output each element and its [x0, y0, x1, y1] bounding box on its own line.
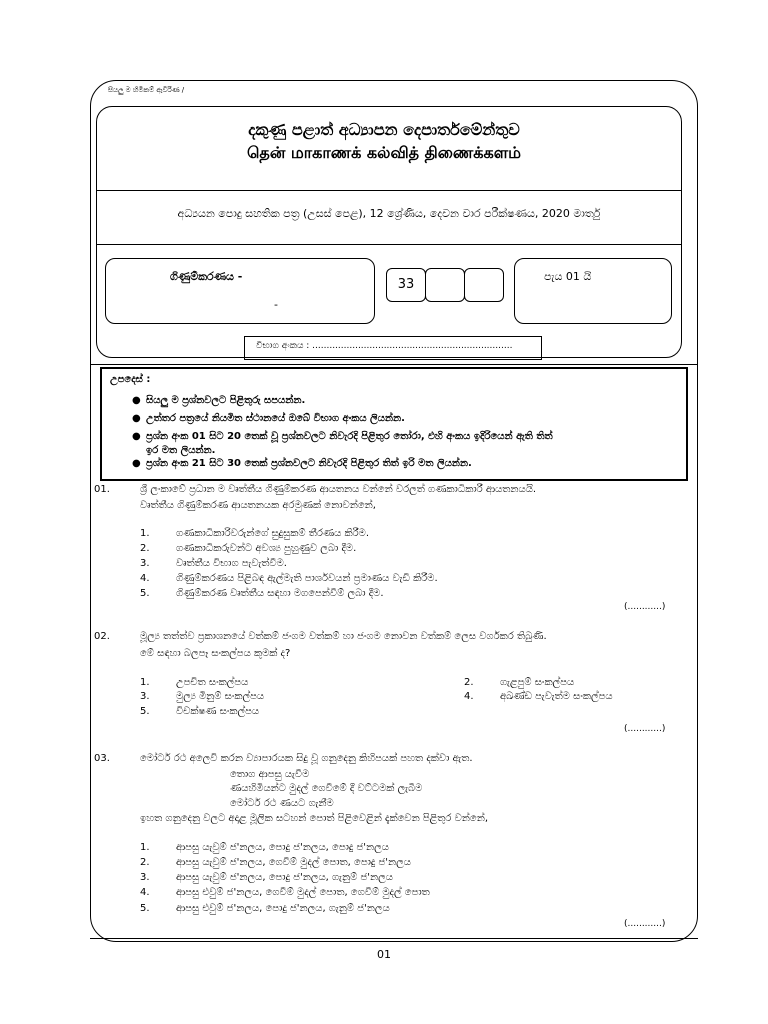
question-number: 03. [94, 753, 110, 764]
question-number: 01. [94, 484, 110, 495]
option-text: උපචිත සංකල්පය [176, 677, 249, 688]
duration-label: පැය 01 යි [544, 270, 592, 283]
option-number: 5. [140, 588, 150, 599]
answer-blank[interactable]: (............) [624, 724, 666, 734]
header-divider [96, 190, 682, 191]
option-number: 5. [140, 903, 150, 914]
divider-top [90, 364, 698, 365]
option-text: ආපසු එවුම් ජ'නලය, පොදු ජ'නලය, ගැනුම් ජ'නලය [176, 903, 390, 914]
instruction-item: ● ප්‍රශ්න අංක 01 සිට 20 තෙක් වූ ප්‍රශ්නවලට නිවැරදි පිළිතුර තෝරා, එහි අංකය ඉදිරියෙන් ඇති තිත් [132, 431, 553, 442]
option-text: වෘත්තීය විභාග පැවැත්වීම. [176, 558, 287, 569]
bullet-icon: ● [132, 413, 141, 424]
answer-blank[interactable]: (............) [624, 919, 666, 929]
subject-box [105, 258, 375, 324]
question-text: මෝටර් රථ අලෙවි කරන ව්‍යාපාරයක සිදු වූ ගනුදෙනු කිහිපයක් පහත දක්වා ඇත. [140, 753, 473, 764]
question-text: මූල්‍ය තත්ත්ව ප්‍රකාශනයේ වත්කම් ජංගම වත්කම් හා ජංගම නොවන වත්කම් ලෙස වර්ගකර තිබුණි. [140, 631, 547, 642]
header-divider-2 [96, 244, 682, 245]
instructions-title: උපදෙස් : [110, 374, 151, 385]
bullet-icon: ● [132, 431, 141, 442]
option-number: 1. [140, 677, 150, 688]
transaction-item: තොග ආපසු යැවීම [230, 769, 310, 780]
option-text: ආපසු යැවුම් ජ'නලය, පොදු ජ'නලය, ගැනුම් ජ'නලය [176, 872, 393, 883]
answer-blank[interactable]: (............) [624, 602, 666, 612]
instruction-item-continued: ඉර මත ලියන්න. [146, 445, 216, 456]
option-number: 2. [140, 543, 150, 554]
option-number: 4. [464, 691, 474, 702]
instruction-item: ● සියලු ම ප්‍රශ්නවලට පිළිතුරු සපයන්න. [132, 395, 306, 406]
question-text: මේ සඳහා බලපෑ සංකල්පය කුමක් ද? [140, 648, 291, 659]
question-text: වෘත්තීය ගිණුම්කරණ ආයතනයක අරමුණක් නොවන්නේ, [140, 500, 376, 511]
question-text: ඉහත ගනුදෙනු වලට අදාළ මූලික සටහන් පොත් පිළිවෙළින් දැක්වෙන පිළිතුර වන්නේ, [140, 813, 489, 824]
subject-code-box: 33 [386, 268, 426, 302]
transaction-item: ණයහිමියන්ට මුදල් ගෙවීමේ දී වට්ටමක් ලැබීම [230, 783, 423, 794]
option-number: 2. [464, 677, 474, 688]
instruction-item: ● ප්‍රශ්න අංක 21 සිට 30 තෙක් ප්‍රශ්නවලට නිවැරදි පිළිතුර තිත් ඉරි මත ලියන්න. [132, 458, 472, 469]
option-text: ගිණුම්කරණය පිළිබඳ ඇල්මැති පාර්ශවයන් ප්‍රමාණය වැඩි කිරීම. [176, 573, 438, 584]
option-number: 3. [140, 691, 150, 702]
subject-dash: - [274, 298, 278, 311]
department-sinhala: දකුණු පළාත් අධ්‍යාපන දෙපාර්තමේන්තුව [248, 120, 520, 139]
option-text: ගණකාධිකරුවන්ට අවශ්‍ය පුහුණුව ලබා දීම. [176, 543, 357, 554]
duration-box [514, 258, 672, 324]
transaction-item: මෝටර් රථ ණයට ගැනීම [230, 798, 334, 809]
bullet-icon: ● [132, 395, 141, 406]
option-number: 2. [140, 857, 150, 868]
code-box-empty-1 [425, 268, 465, 302]
option-text: ගැළපුම් සංකල්පය [500, 677, 575, 688]
divider-bottom [90, 938, 698, 939]
option-text: විචක්ෂණ සංකල්පය [176, 706, 260, 717]
index-number-label: විභාග අංකය : ...................................................................... [256, 341, 513, 351]
question-text: ශ්‍රී ලංකාවේ ප්‍රධාන ම වෘත්තීය ගිණුම්කරණ ආයතනය වන්නේ වරලත් ගණකාධිකාරී ආයතනයයි. [140, 484, 537, 495]
option-number: 1. [140, 528, 150, 539]
bullet-icon: ● [132, 458, 141, 469]
option-number: 3. [140, 558, 150, 569]
option-text: ආපසු එවුම් ජ'නලය, ගෙවීම් මුදල් පොත, ගෙවීම් මුදල් පොත [176, 887, 430, 898]
option-number: 5. [140, 706, 150, 717]
question-number: 02. [94, 631, 110, 642]
option-number: 3. [140, 872, 150, 883]
option-text: මුල්‍ය මිනුම් සංකල්පය [176, 691, 265, 702]
option-text: ආපසු යැවුම් ජ'නලය, ගෙවීම් මුදල් පොත, පොදු ජ'නලය [176, 857, 411, 868]
option-text: ආපසු යැවුම් ජ'නලය, පොදු ජ'නලය, පොදු ජ'නලය [176, 842, 389, 853]
instruction-item: ● උත්තර පත්‍රයේ නියමිත ස්ථානයේ ඔබේ විභාග අංකය ලියන්න. [132, 413, 405, 424]
copyright-note: සියලු ම හිමිකම් ඇවිරිණ / [108, 86, 185, 94]
exam-title: අධ්‍යයන පොදු සහතික පත්‍ර (උසස් පෙළ), 12 ශ්‍රේණිය, දෙවන වාර පරීක්ෂණය, 2020 මාර්තු [177, 207, 601, 220]
page-number: 01 [377, 948, 391, 961]
option-number: 4. [140, 573, 150, 584]
subject-label: ගිණුම්කරණය - [170, 270, 243, 283]
option-text: ගණකාධිකාරිවරුන්ගේ සුදුසුකම් තීරණය කිරීම. [176, 528, 370, 539]
option-text: අඛණ්ඩ පැවැත්ම සංකල්පය [500, 691, 613, 702]
option-text: ගිණුම්කරණ වෘත්තීය සඳහා මගපෙන්වීම් ලබා දීම. [176, 588, 384, 599]
option-number: 4. [140, 887, 150, 898]
department-tamil: தென் மாகாணக் கல்வித் திணைக்களம் [246, 143, 522, 162]
code-box-empty-2 [464, 268, 504, 302]
option-number: 1. [140, 842, 150, 853]
